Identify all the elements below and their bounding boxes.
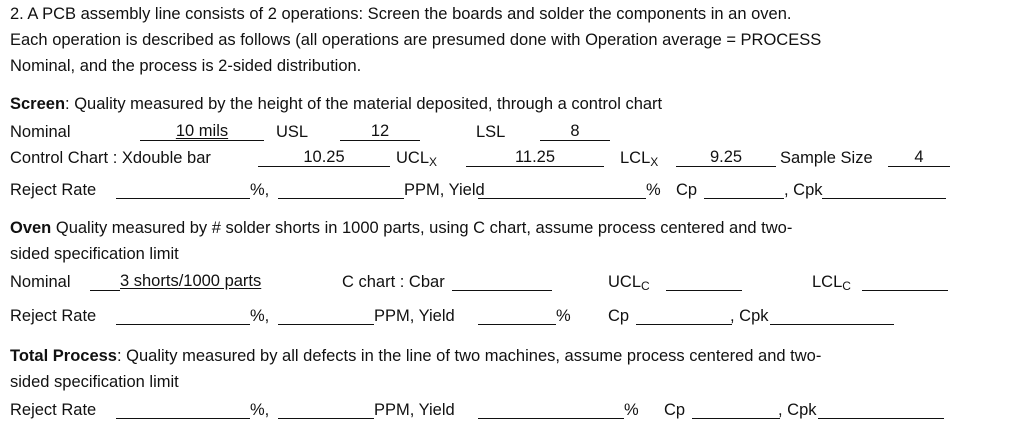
oven-uclc-field[interactable] — [666, 272, 742, 291]
screen-uclx-field[interactable] — [466, 148, 604, 167]
screen-usl-label: USL — [276, 123, 309, 141]
screen-lclx-field[interactable] — [676, 148, 776, 167]
oven-cpk-label: , Cpk — [730, 307, 769, 325]
screen-heading — [10, 94, 662, 114]
oven-cchart-label: C chart : Cbar — [342, 273, 445, 291]
screen-lclx-value: 9.25 — [709, 148, 743, 166]
intro-line-2: Each operation is described as follows (all operations are presumed done with Operation average = PROCESS — [10, 31, 822, 49]
screen-heading-text: : Quality measured by the height of the material deposited, through a control chart — [65, 95, 663, 113]
oven-reject-label: Reject Rate — [10, 307, 97, 325]
screen-cpk-field[interactable] — [822, 180, 946, 199]
total-heading-text: : Quality measured by all defects in the line of two machines, assume process centered and two- — [116, 347, 822, 365]
screen-reject-row — [0, 180, 1024, 200]
total-pct-label: %, — [250, 401, 270, 419]
screen-lsl-label: LSL — [476, 123, 506, 141]
total-cpk-field[interactable] — [818, 400, 944, 419]
screen-sample-size-value: 4 — [914, 148, 924, 166]
screen-yield-pct-label: % — [646, 181, 661, 199]
screen-lsl-field[interactable] — [540, 122, 610, 141]
total-reject-row — [0, 400, 1024, 420]
screen-cp-field[interactable] — [704, 180, 784, 199]
oven-cp-label: Cp — [608, 307, 630, 325]
screen-nominal-field[interactable] — [140, 122, 264, 141]
screen-pct-label: %, — [250, 181, 270, 199]
oven-nominal-lead-line — [90, 272, 120, 291]
screen-heading-title: Screen — [10, 95, 66, 113]
total-yield-field[interactable] — [478, 400, 624, 419]
total-ppm-field[interactable] — [278, 400, 374, 419]
oven-heading-line-1 — [10, 218, 792, 238]
screen-control-chart-label: Control Chart : Xdouble bar — [10, 149, 211, 167]
oven-reject-row — [0, 306, 1024, 326]
screen-usl-field[interactable] — [340, 122, 420, 141]
oven-yield-field[interactable] — [478, 306, 556, 325]
oven-lclc-field[interactable] — [862, 272, 948, 291]
oven-yield-pct-label: % — [556, 307, 571, 325]
oven-uclc-label: $UCL_C$ — [608, 273, 650, 293]
oven-cp-field[interactable] — [636, 306, 732, 325]
screen-ppm-field[interactable] — [278, 180, 404, 199]
screen-xdbar-field[interactable] — [258, 148, 390, 167]
total-ppm-yield-label: PPM, Yield — [374, 401, 455, 419]
screen-yield-field[interactable] — [478, 180, 646, 199]
oven-heading-text: Quality measured by # solder shorts in 1000 parts, using C chart, assume process centered and two- — [51, 219, 793, 237]
screen-ppm-yield-label: PPM, Yield — [404, 181, 485, 199]
screen-cpk-label: , Cpk — [784, 181, 823, 199]
total-cp-label: Cp — [664, 401, 686, 419]
oven-heading-line-2: sided specification limit — [10, 245, 179, 263]
total-heading-title: Total Process — [10, 347, 117, 365]
oven-reject-rate-field[interactable] — [116, 306, 250, 325]
screen-xdbar-value: 10.25 — [303, 148, 345, 166]
total-cpk-label: , Cpk — [778, 401, 817, 419]
total-heading-line-2: sided specification limit — [10, 373, 179, 391]
oven-spec-row — [0, 272, 1024, 292]
oven-nominal-value: 3 shorts/1000 parts — [120, 272, 262, 290]
screen-nominal-label: Nominal — [10, 123, 71, 141]
screen-usl-value: 12 — [370, 122, 390, 140]
screen-reject-rate-field[interactable] — [116, 180, 250, 199]
screen-lsl-value: 8 — [570, 122, 580, 140]
oven-cpk-field[interactable] — [770, 306, 894, 325]
oven-heading-title: Oven — [10, 219, 52, 237]
intro-line-3: Nominal, and the process is 2-sided distribution. — [10, 57, 362, 75]
oven-ppm-yield-label: PPM, Yield — [374, 307, 455, 325]
screen-spec-row — [0, 122, 1024, 142]
total-reject-label: Reject Rate — [10, 401, 97, 419]
screen-sample-size-field[interactable] — [888, 148, 950, 167]
screen-sample-size-label: Sample Size — [780, 149, 873, 167]
intro-line-1: 2. A PCB assembly line consists of 2 operations: Screen the boards and solder the components in an oven. — [10, 5, 792, 23]
oven-ppm-field[interactable] — [278, 306, 374, 325]
oven-pct-label: %, — [250, 307, 270, 325]
screen-cp-label: Cp — [676, 181, 698, 199]
screen-lclx-label: $LCL_X$ — [620, 149, 659, 169]
oven-nominal-field[interactable] — [90, 272, 300, 290]
screen-uclx-value: 11.25 — [514, 148, 556, 166]
screen-uclx-label: $UCL_X$ — [396, 149, 438, 169]
screen-reject-label: Reject Rate — [10, 181, 97, 199]
total-yield-pct-label: % — [624, 401, 639, 419]
screen-nominal-value: 10 mils — [175, 122, 229, 140]
total-cp-field[interactable] — [692, 400, 780, 419]
screen-control-chart-row — [0, 148, 1024, 168]
oven-nominal-label: Nominal — [10, 273, 71, 291]
oven-lclc-label: $LCL_C$ — [812, 273, 851, 293]
total-heading-line-1 — [10, 346, 821, 366]
oven-cbar-field[interactable] — [452, 272, 552, 291]
total-reject-rate-field[interactable] — [116, 400, 250, 419]
